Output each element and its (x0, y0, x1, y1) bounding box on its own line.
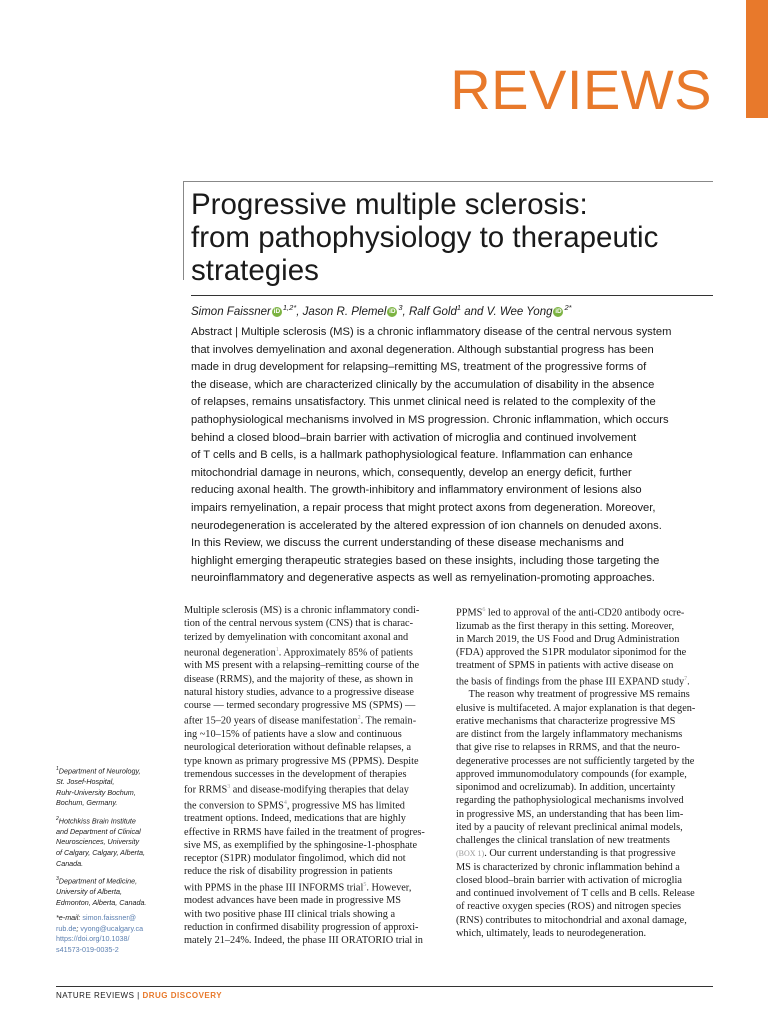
reference-link[interactable]: 2 (357, 715, 361, 722)
email-link[interactable]: vyong@ucalgary.ca (80, 923, 144, 933)
body-text: elusive is multifaceted. A major explanation is that degen- (456, 702, 696, 714)
body-text-line (184, 712, 442, 728)
body-text: . Our current understanding is that progressive (484, 848, 676, 860)
reference-link[interactable]: 5 (363, 881, 367, 888)
body-text: reduction in confirmed disability progression of approxi- (184, 921, 419, 933)
abstract-line: Abstract | Multiple sclerosis (MS) is a chronic inflammatory disease of the central nervous system (191, 326, 672, 338)
body-text: disease (RRMS), and the majority of these, as shown in (184, 673, 414, 685)
body-text: siponimod and ocrelizumab). In addition, uncertainty (456, 782, 676, 794)
body-text: (RNS) contributes to mitochondrial and axonal damage, (456, 914, 687, 926)
affiliation-line: Bochum, Germany. (56, 798, 118, 808)
title-line: strategies (191, 254, 319, 287)
body-text: degenerative processes are not sufficiently targeted by the (456, 755, 695, 767)
body-text: with PPMS in the phase III INFORMS trial (184, 882, 364, 894)
body-text-line (184, 755, 442, 768)
affiliation (56, 874, 176, 908)
body-text-line (456, 794, 714, 807)
affiliation-line: and Department of Clinical (56, 826, 141, 836)
reference-link[interactable]: 7 (684, 675, 688, 682)
body-text: ited by a paucity of relevant preclinical animal models, (456, 821, 683, 833)
body-text-line (184, 865, 442, 878)
body-text: . (687, 676, 690, 688)
title-line: Progressive multiple sclerosis: (191, 188, 588, 221)
body-text-line (184, 644, 442, 660)
journal-name: NATURE REVIEWS (56, 991, 135, 1000)
author-separator: , (402, 305, 409, 318)
body-text: erative mechanisms that characterize progressive MS (456, 715, 676, 727)
affiliation-line: Ruhr-University Bochum, (56, 787, 136, 797)
body-text: terized by demyelination with concomitant axonal and (184, 631, 409, 643)
body-text-line (456, 620, 714, 633)
body-text-line (184, 741, 442, 754)
affiliation-line: Edmonton, Alberta, Canada. (56, 897, 147, 907)
body-text-line (456, 927, 714, 940)
body-text: led to approval of the anti-CD20 antibody ocre- (485, 607, 685, 619)
affiliation (56, 814, 176, 869)
email-separator: ; (76, 923, 81, 933)
author-name[interactable]: Ralf Gold (408, 305, 457, 318)
body-text: mately 21–24%. Indeed, the phase III ORATORIO trial in (184, 935, 423, 947)
body-text-line (184, 826, 442, 839)
section-label: REVIEWS (450, 58, 712, 121)
body-text-line (184, 604, 442, 617)
body-text-line (184, 839, 442, 852)
body-text-line (456, 755, 714, 768)
body-text-line (456, 728, 714, 741)
email-link[interactable]: simon.faissner@ (82, 913, 137, 923)
body-text: the basis of findings from the phase III EXPAND study (456, 676, 685, 688)
body-text-line (456, 646, 714, 659)
author-affiliation-mark: 3 (398, 303, 403, 312)
body-text-line (456, 847, 714, 860)
body-text-line (184, 728, 442, 741)
body-text: and disease-modifying therapies that delay (230, 784, 409, 796)
body-text-line (184, 781, 442, 797)
body-text: after 15–20 years of disease manifestation (184, 715, 358, 727)
affiliation-line: Canada. (56, 858, 84, 868)
abstract-line: neurodegeneration is accelerated by the altered expression of ion channels on denuded axons. (191, 519, 662, 532)
body-text: closed blood–brain barrier with activation of microglia (456, 874, 682, 886)
abstract (191, 324, 713, 588)
affiliation-line: of Calgary, Calgary, Alberta, (56, 847, 145, 857)
body-text-line (184, 631, 442, 644)
author-affiliation-mark: 2* (564, 303, 572, 312)
author-name[interactable]: V. Wee Yong (486, 305, 553, 318)
affiliations (56, 764, 176, 961)
author-separator: and (461, 305, 487, 318)
body-text-line (456, 834, 714, 847)
body-text: (FDA) approved the S1PR modulator siponimod for the (456, 647, 687, 659)
abstract-line: In this Review, we discuss the current understanding of these disease mechanisms and (191, 537, 624, 550)
orcid-icon[interactable]: iD (389, 307, 396, 315)
body-text: Multiple sclerosis (MS) is a chronic inflammatory condi- (184, 605, 420, 616)
body-text-line (184, 921, 442, 934)
body-text: The reason why treatment of progressive MS remains (456, 689, 690, 701)
body-text-line (456, 741, 714, 754)
body-text-line (456, 781, 714, 794)
body-text: PPMS (456, 607, 483, 619)
body-text-line (456, 659, 714, 672)
body-text-line (456, 688, 714, 701)
body-text: neuronal degeneration (184, 647, 276, 659)
body-text-line (456, 673, 714, 689)
body-text-line (456, 914, 714, 927)
doi-link[interactable]: s41573-019-0035-2 (56, 945, 119, 955)
author-list (191, 303, 713, 318)
body-text-line (184, 894, 442, 907)
correspondence (56, 913, 176, 955)
body-text: with two positive phase III clinical trials showing a (184, 908, 396, 920)
body-text: in March 2019, the US Food and Drug Administration (456, 633, 680, 645)
body-text: challenges the clinical translation of new treatments (456, 835, 670, 847)
email-link[interactable]: rub.de (56, 923, 77, 933)
body-text-line (184, 797, 442, 813)
author-affiliation-mark: 1 (456, 303, 462, 312)
body-text: and continued involvement of T cells and B cells. Release (456, 888, 695, 900)
footer (56, 991, 222, 1000)
reference-link[interactable]: 3 (227, 784, 231, 791)
abstract-line: neuroinflammatory and degenerative aspects as well as remyelination-promoting approaches. (191, 572, 655, 585)
affiliation-line: Hotchkiss Brain Institute (58, 816, 136, 826)
body-text: tion of the central nervous system (CNS) that is charac- (184, 618, 414, 630)
author-separator: , (296, 305, 303, 318)
abstract-line: mitochondrial damage in neurons, which, consequently, develop an energy deficit, further (191, 466, 632, 479)
orcid-icon[interactable]: iD (555, 307, 562, 315)
orcid-icon[interactable]: iD (273, 307, 281, 315)
body-text: . The remain- (360, 715, 417, 727)
body-text: which, ultimately, leads to neurodegeneration. (456, 927, 647, 939)
body-text: are distinct from the largely inflammatory mechanisms (456, 729, 683, 741)
body-text-line (456, 821, 714, 834)
body-text-line (184, 699, 442, 712)
body-column-left (184, 604, 442, 947)
abstract-line: of T cells and B cells, is a hallmark pathophysiological feature. Inflammation can enhance (191, 449, 633, 462)
body-text-line (184, 812, 442, 825)
affiliation-line: St. Josef-Hospital, (56, 776, 115, 786)
abstract-line: highlight emerging therapeutic strategies based on these insights, including those targeting the (191, 554, 660, 567)
title-line: from pathophysiology to therapeutic (191, 221, 659, 254)
abstract-line: pathophysiological mechanisms involved in MS progression. Chronic inflammation, which occurs (191, 413, 669, 426)
doi-link[interactable]: https://doi.org/10.1038/ (56, 934, 130, 944)
body-text: reduce the risk of disability progression in patients (184, 866, 393, 878)
body-text: lizumab as the first therapy in this setting. Moreover, (456, 620, 675, 632)
body-text-line (184, 617, 442, 630)
body-text: effective in RRMS have failed in the treatment of progres- (184, 826, 425, 838)
body-text-line (456, 900, 714, 913)
body-text: regarding the pathophysiological mechanisms involved (456, 795, 684, 807)
abstract-line: that involves demyelination and axonal degeneration. Although substantial progress has been (191, 343, 654, 356)
body-text: MS is characterized by chronic inflammation behind a (456, 861, 680, 873)
body-text: approved immunomodulatory compounds (for example, (456, 768, 687, 780)
body-text: receptor (S1PR) modulator fingolimod, which did not (184, 853, 406, 865)
body-text-line (456, 808, 714, 821)
body-text-line (184, 852, 442, 865)
affiliation-line: Neurosciences, University (56, 837, 140, 847)
body-text: in progressive MS, an understanding that has been lim- (456, 808, 684, 820)
body-text: sive MS, as exemplified by the sphingosine-1-phosphate (184, 839, 418, 851)
body-text: type known as primary progressive MS (PPMS). Despite (184, 755, 419, 767)
abstract-line: behind a closed blood–brain barrier with activation of microglia and continued involvement (191, 431, 637, 444)
body-text: , progressive MS has limited (286, 800, 405, 812)
body-text: neurological deterioration without definable relapses, a (184, 742, 412, 754)
affiliation (56, 764, 176, 809)
body-text-line (184, 879, 442, 895)
body-text: ing ~10–15% of patients have a slow and continuous (184, 729, 402, 741)
body-text: the conversion to SPMS (184, 800, 284, 812)
abstract-line: the disease, which are characterized clinically by the accumulation of disability in the absence (191, 378, 655, 391)
journal-section: DRUG DISCOVERY (142, 991, 223, 1000)
body-text-line (184, 768, 442, 781)
abstract-line: reducing axonal health. The growth-inhibitory and inflammatory environment of lesions also (191, 484, 642, 497)
box-reference-link[interactable]: (BOX 1) (456, 849, 485, 859)
article-title (191, 188, 711, 287)
affiliation-line: University of Alberta, (56, 887, 123, 897)
abstract-line: made in drug development for relapsing–remitting MS, treatment of the progressive forms of (191, 361, 647, 374)
footer-divider (56, 986, 713, 987)
author-name[interactable]: Jason R. Plemel (302, 305, 387, 318)
body-text-line (456, 702, 714, 715)
body-text: . However, (366, 882, 412, 894)
body-column-right (456, 604, 714, 940)
author-affiliation-mark: 1,2* (282, 303, 297, 312)
author-divider (191, 295, 713, 296)
affiliation-number: 3 (56, 876, 59, 883)
body-text-line (456, 887, 714, 900)
body-text: that give rise to relapses in RRMS, and that the neuro- (456, 742, 680, 754)
body-text: for RRMS (184, 784, 228, 796)
body-text: of reactive oxygen species (ROS) and nitrogen species (456, 901, 682, 913)
reference-link[interactable]: 1 (275, 646, 279, 653)
body-text-line (184, 686, 442, 699)
title-top-rule (183, 181, 713, 182)
body-text: natural history studies, advance to a progressive disease (184, 686, 414, 698)
body-text-line (184, 659, 442, 672)
body-text-line (456, 604, 714, 620)
body-text-line (456, 768, 714, 781)
body-text: treatment options. Indeed, medications that are highly (184, 813, 406, 825)
body-text-line (456, 874, 714, 887)
affiliation-number: 2 (56, 815, 59, 822)
email-label: *e-mail: (56, 913, 83, 923)
body-text: modest advances have been made in progressive MS (184, 895, 402, 907)
body-text-line (184, 908, 442, 921)
title-left-rule (183, 182, 184, 280)
body-text: tremendous successes in the development of therapies (184, 768, 407, 780)
section-color-tab (746, 0, 768, 118)
affiliation-line: Department of Medicine, (58, 876, 138, 886)
reference-link[interactable]: 6 (482, 607, 486, 613)
affiliation-number: 1 (56, 766, 59, 772)
affiliation-line: Department of Neurology, (58, 766, 141, 776)
reference-link[interactable]: 4 (283, 799, 287, 806)
abstract-line: impairs remyelination, a repair process that might protect axons from degeneration. Moreover, (191, 501, 656, 514)
body-text: course — termed secondary progressive MS (SPMS) — (184, 700, 416, 712)
body-text-line (456, 861, 714, 874)
footer-separator: | (134, 991, 143, 1000)
body-text-line (184, 673, 442, 686)
abstract-line: of relapses, remains unsatisfactory. This unmet clinical need is related to the complexity of the (191, 396, 656, 409)
body-text-line (184, 934, 442, 947)
body-text: . Approximately 85% of patients (278, 647, 413, 659)
body-text: with MS present with a relapsing–remitting course of the (184, 660, 420, 672)
body-text-line (456, 715, 714, 728)
body-text: treatment of SPMS in patients with active disease on (456, 660, 674, 672)
author-name[interactable]: Simon Faissner (191, 305, 271, 318)
body-text-line (456, 633, 714, 646)
